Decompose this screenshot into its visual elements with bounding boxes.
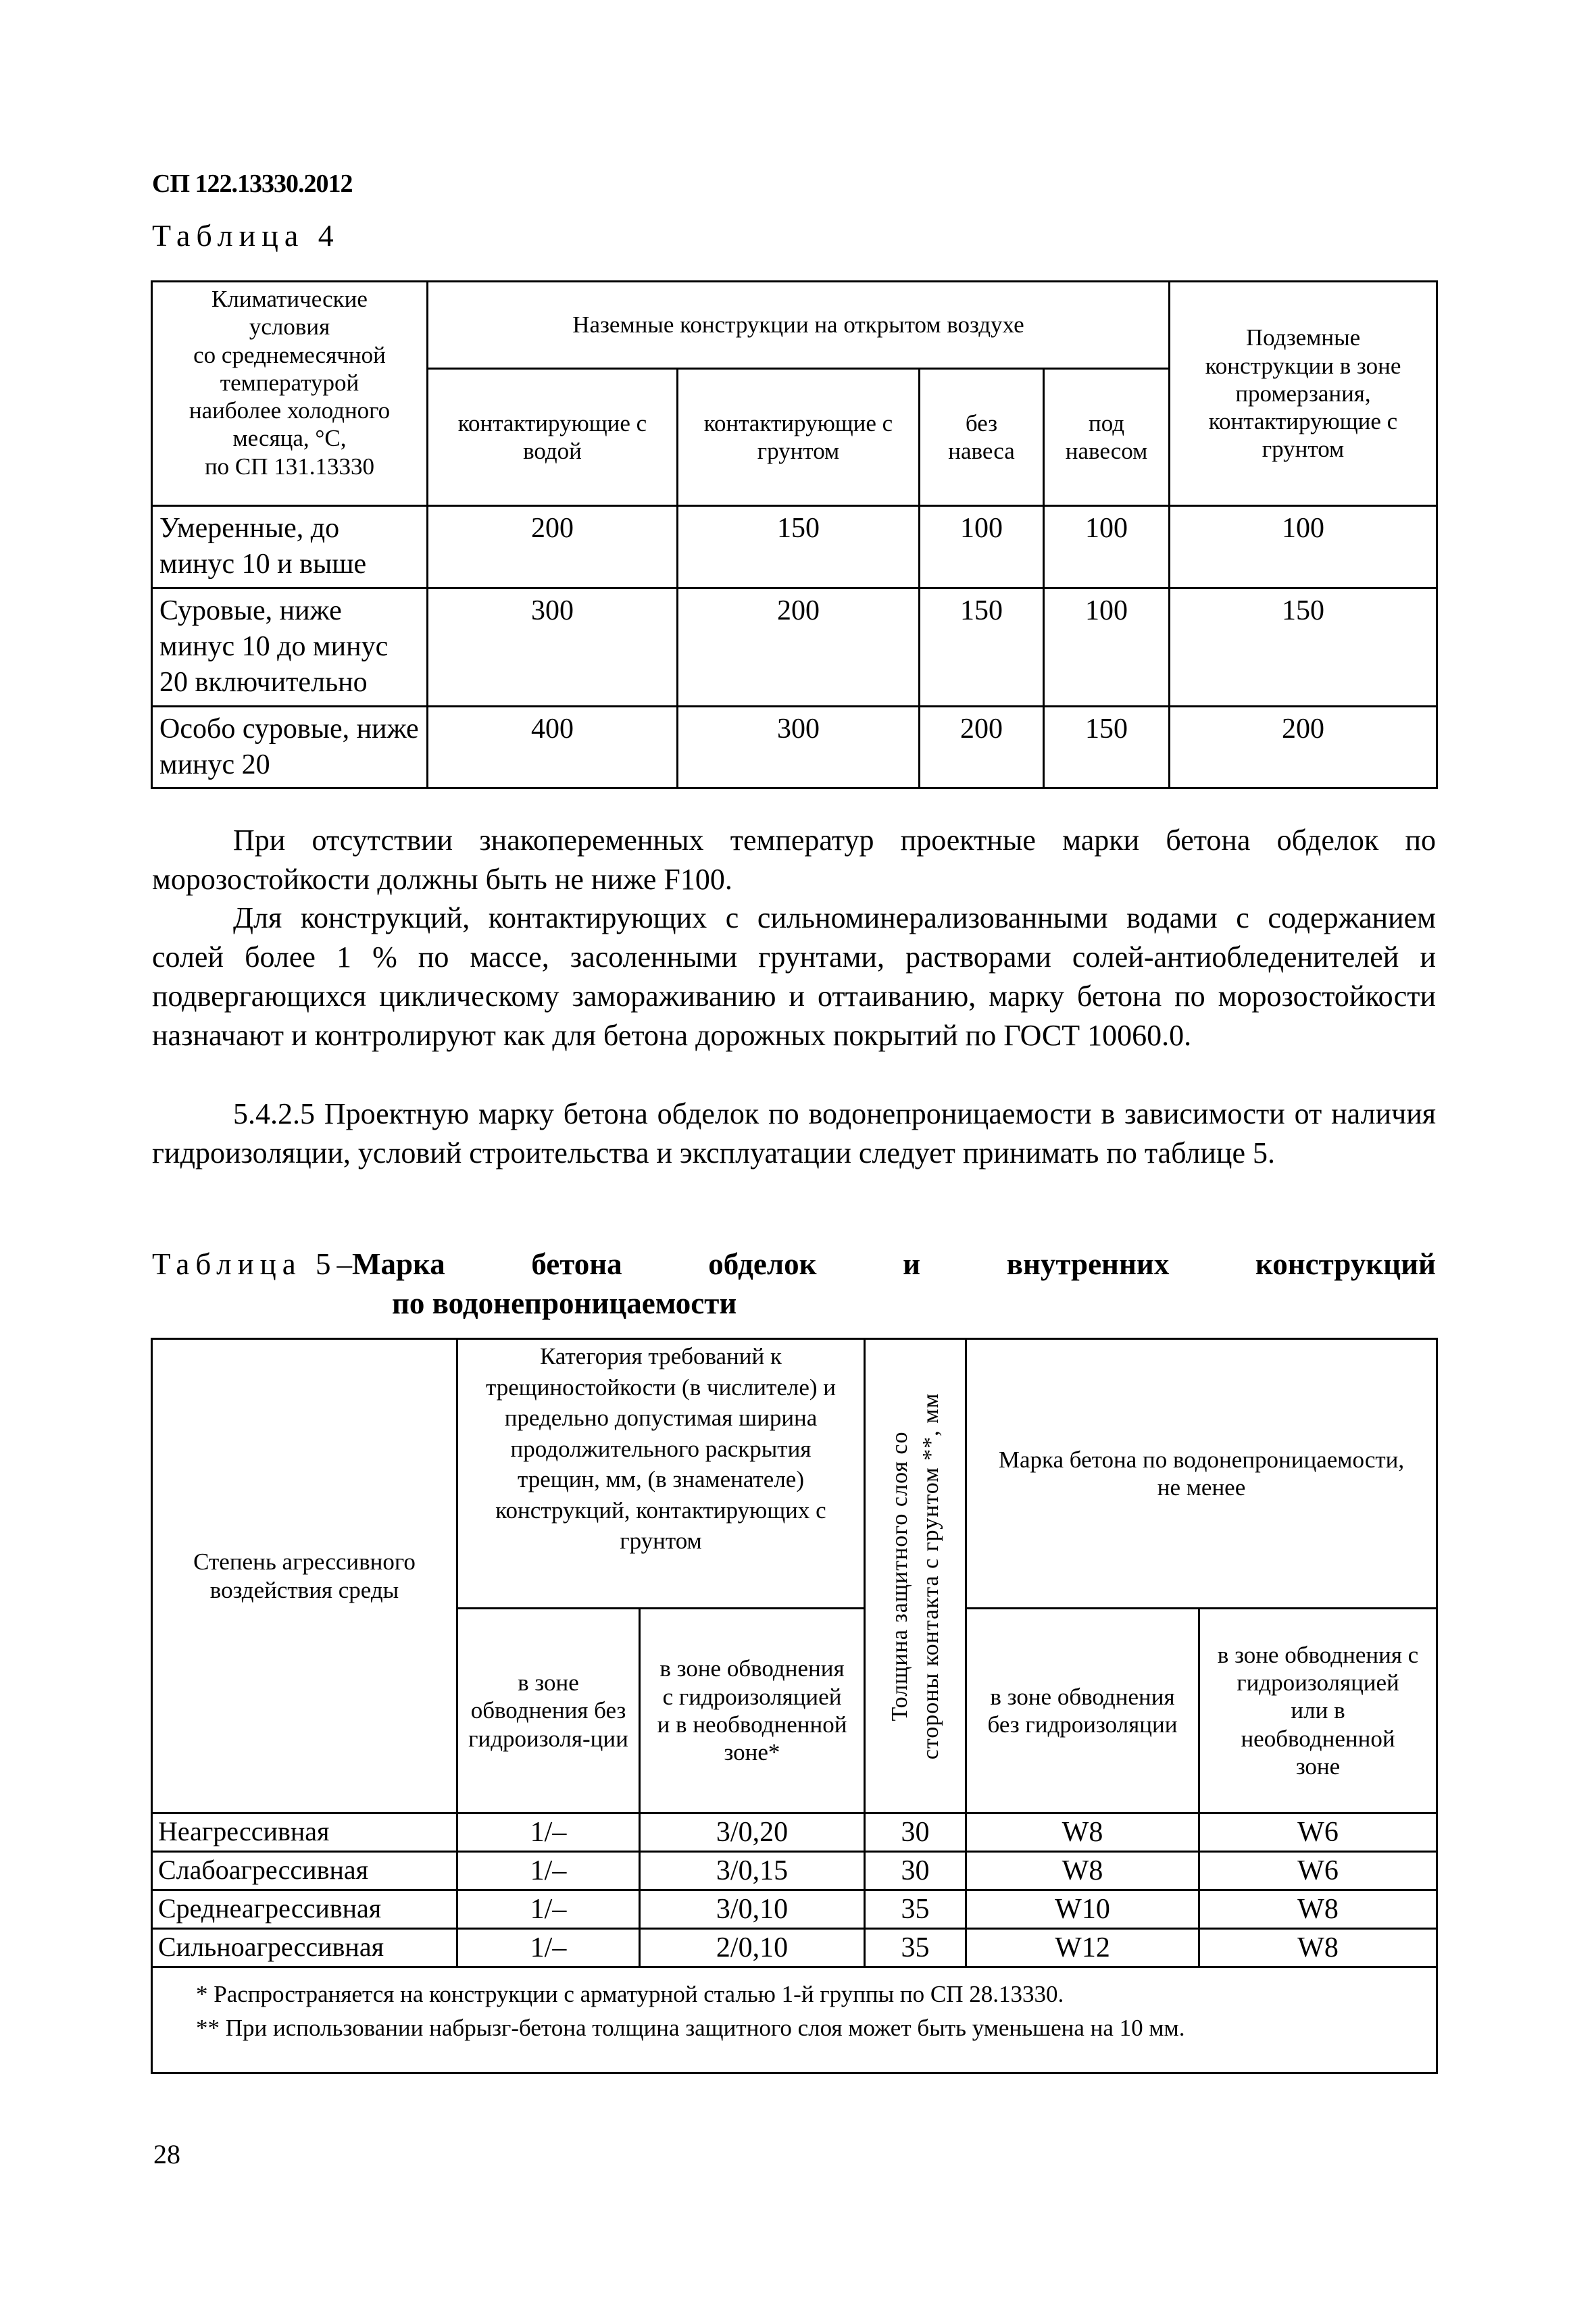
subheader-ground-contact: контактирующие с грунтом: [678, 369, 920, 506]
cell-value: 35: [865, 1890, 966, 1929]
row-label: Среднеагрессивная: [152, 1890, 457, 1929]
cell-value: W6: [1199, 1852, 1437, 1890]
cell-value: 30: [865, 1813, 966, 1852]
cell-value: 3/0,10: [640, 1890, 865, 1929]
table-row: [152, 1852, 1437, 1890]
cell-value: 300: [678, 706, 920, 788]
cell-value: 1/–: [457, 1813, 640, 1852]
header-underground-structures: Подземные конструкции в зоне промерзания, контактирующие с грунтом: [1170, 282, 1437, 506]
header-water-resistance-grade: Марка бетона по водонепроницаемости, не менее: [966, 1339, 1437, 1609]
cell-value: W8: [1199, 1890, 1437, 1929]
table-row: [152, 506, 1437, 588]
cell-value: 200: [678, 588, 920, 706]
table-4-caption: Таблица 4: [152, 218, 340, 253]
subheader-under-canopy: под навесом: [1044, 369, 1170, 506]
cell-value: 150: [678, 506, 920, 588]
cell-value: 200: [920, 706, 1044, 788]
row-label: Суровые, ниже минус 10 до минус 20 включительно: [152, 588, 428, 706]
cell-value: 400: [428, 706, 678, 788]
cell-value: W8: [966, 1813, 1199, 1852]
subheader-grade-no-waterproofing: в зоне обводнения без гидроизоляции: [966, 1609, 1199, 1813]
subheader-crack-with-waterproofing: в зоне обводнения с гидроизоляцией и в необводненной зоне*: [640, 1609, 865, 1813]
note-1: * Распространяется на конструкции с арматурной сталью 1-й группы по СП 28.13330.: [196, 1981, 1064, 2007]
cell-value: 100: [1044, 588, 1170, 706]
header-crack-resistance: Категория требований к трещиностойкости (в числителе) и предельно допустимая ширина продолжительного раскрытия трещин, мм, (в знаменателе) конструкций, контактирующих с грунтом: [457, 1339, 865, 1609]
cell-value: 300: [428, 588, 678, 706]
row-label: Умеренные, до минус 10 и выше: [152, 506, 428, 588]
cell-value: 3/0,20: [640, 1813, 865, 1852]
cell-value: 1/–: [457, 1852, 640, 1890]
table-5-notes: [152, 1967, 1437, 2073]
subheader-grade-with-waterproofing: в зоне обводнения с гидроизоляцией или в необводненной зоне: [1199, 1609, 1437, 1813]
cell-value: 150: [1170, 588, 1437, 706]
cell-value: 150: [920, 588, 1044, 706]
subheader-water-contact: контактирующие с водой: [428, 369, 678, 506]
cell-value: 150: [1044, 706, 1170, 788]
document-code: СП 122.13330.2012: [152, 170, 353, 198]
header-climate-conditions: Климатические условия со среднемесячной температурой наиболее холодного месяца, °С, по СП 131.13330: [152, 282, 428, 506]
cell-value: 200: [428, 506, 678, 588]
table-4-frost-resistance: [151, 280, 1438, 789]
cell-value: W8: [966, 1852, 1199, 1890]
cell-value: W12: [966, 1929, 1199, 1967]
cell-value: W6: [1199, 1813, 1437, 1852]
cell-value: 2/0,10: [640, 1929, 865, 1967]
cell-value: 200: [1170, 706, 1437, 788]
cell-value: 100: [920, 506, 1044, 588]
cell-value: 1/–: [457, 1890, 640, 1929]
table-5-label: Таблица 5: [152, 1247, 337, 1281]
table-row: [152, 1890, 1437, 1929]
table-5-water-resistance: [151, 1338, 1438, 2074]
header-aggression-degree: Степень агрессивного воздействия среды: [152, 1339, 457, 1813]
subheader-no-canopy: без навеса: [920, 369, 1044, 506]
paragraph-5-4-2-5: 5.4.2.5 Проектную марку бетона обделок по водонепроницаемости в зависимости от наличия гидроизоляции, условий строительства и эксплуатации следует принимать по таблице 5.: [152, 1097, 1436, 1169]
paragraph-frost-f100: При отсутствии знакопеременных температур проектные марки бетона обделок по морозостойкости должны быть не ниже F100.: [152, 824, 1436, 896]
page-number: 28: [153, 2139, 180, 2169]
note-2: ** При использовании набрызг-бетона толщина защитного слоя может быть уменьшена на 10 мм.: [196, 2015, 1185, 2041]
cell-value: 100: [1044, 506, 1170, 588]
table-row: [152, 706, 1437, 788]
table-row: [152, 588, 1437, 706]
table-5-caption: Таблица 5–Марка бетона обделок и внутренних конструкций по водонепроницаемости: [152, 1247, 1436, 1320]
cell-value: 1/–: [457, 1929, 640, 1967]
row-label: Слабоагрессивная: [152, 1852, 457, 1890]
table-row: [152, 1929, 1437, 1967]
cell-value: 30: [865, 1852, 966, 1890]
cell-value: W10: [966, 1890, 1199, 1929]
cell-value: 3/0,15: [640, 1852, 865, 1890]
row-label: Неагрессивная: [152, 1813, 457, 1852]
subheader-crack-no-waterproofing: в зоне обводнения без гидроизоля-ции: [457, 1609, 640, 1813]
header-protective-layer-thickness: Толщина защитного слоя со стороны контакта с грунтом **, мм: [865, 1339, 966, 1813]
paragraph-mineralized-waters: Для конструкций, контактирующих с сильноминерализованными водами с содержанием солей более 1 % по массе, засоленными грунтами, растворами солей-антиобледенителей и подвергающихся циклическому замораживанию и оттаиванию, марку бетона по морозостойкости назначают и контролируют как для бетона дорожных покрытий по ГОСТ 10060.0.: [152, 901, 1436, 1052]
cell-value: 100: [1170, 506, 1437, 588]
row-label: Сильноагрессивная: [152, 1929, 457, 1967]
header-above-ground-structures: Наземные конструкции на открытом воздухе: [428, 282, 1170, 369]
row-label: Особо суровые, ниже минус 20: [152, 706, 428, 788]
cell-value: 35: [865, 1929, 966, 1967]
table-row: [152, 1813, 1437, 1852]
cell-value: W8: [1199, 1929, 1437, 1967]
